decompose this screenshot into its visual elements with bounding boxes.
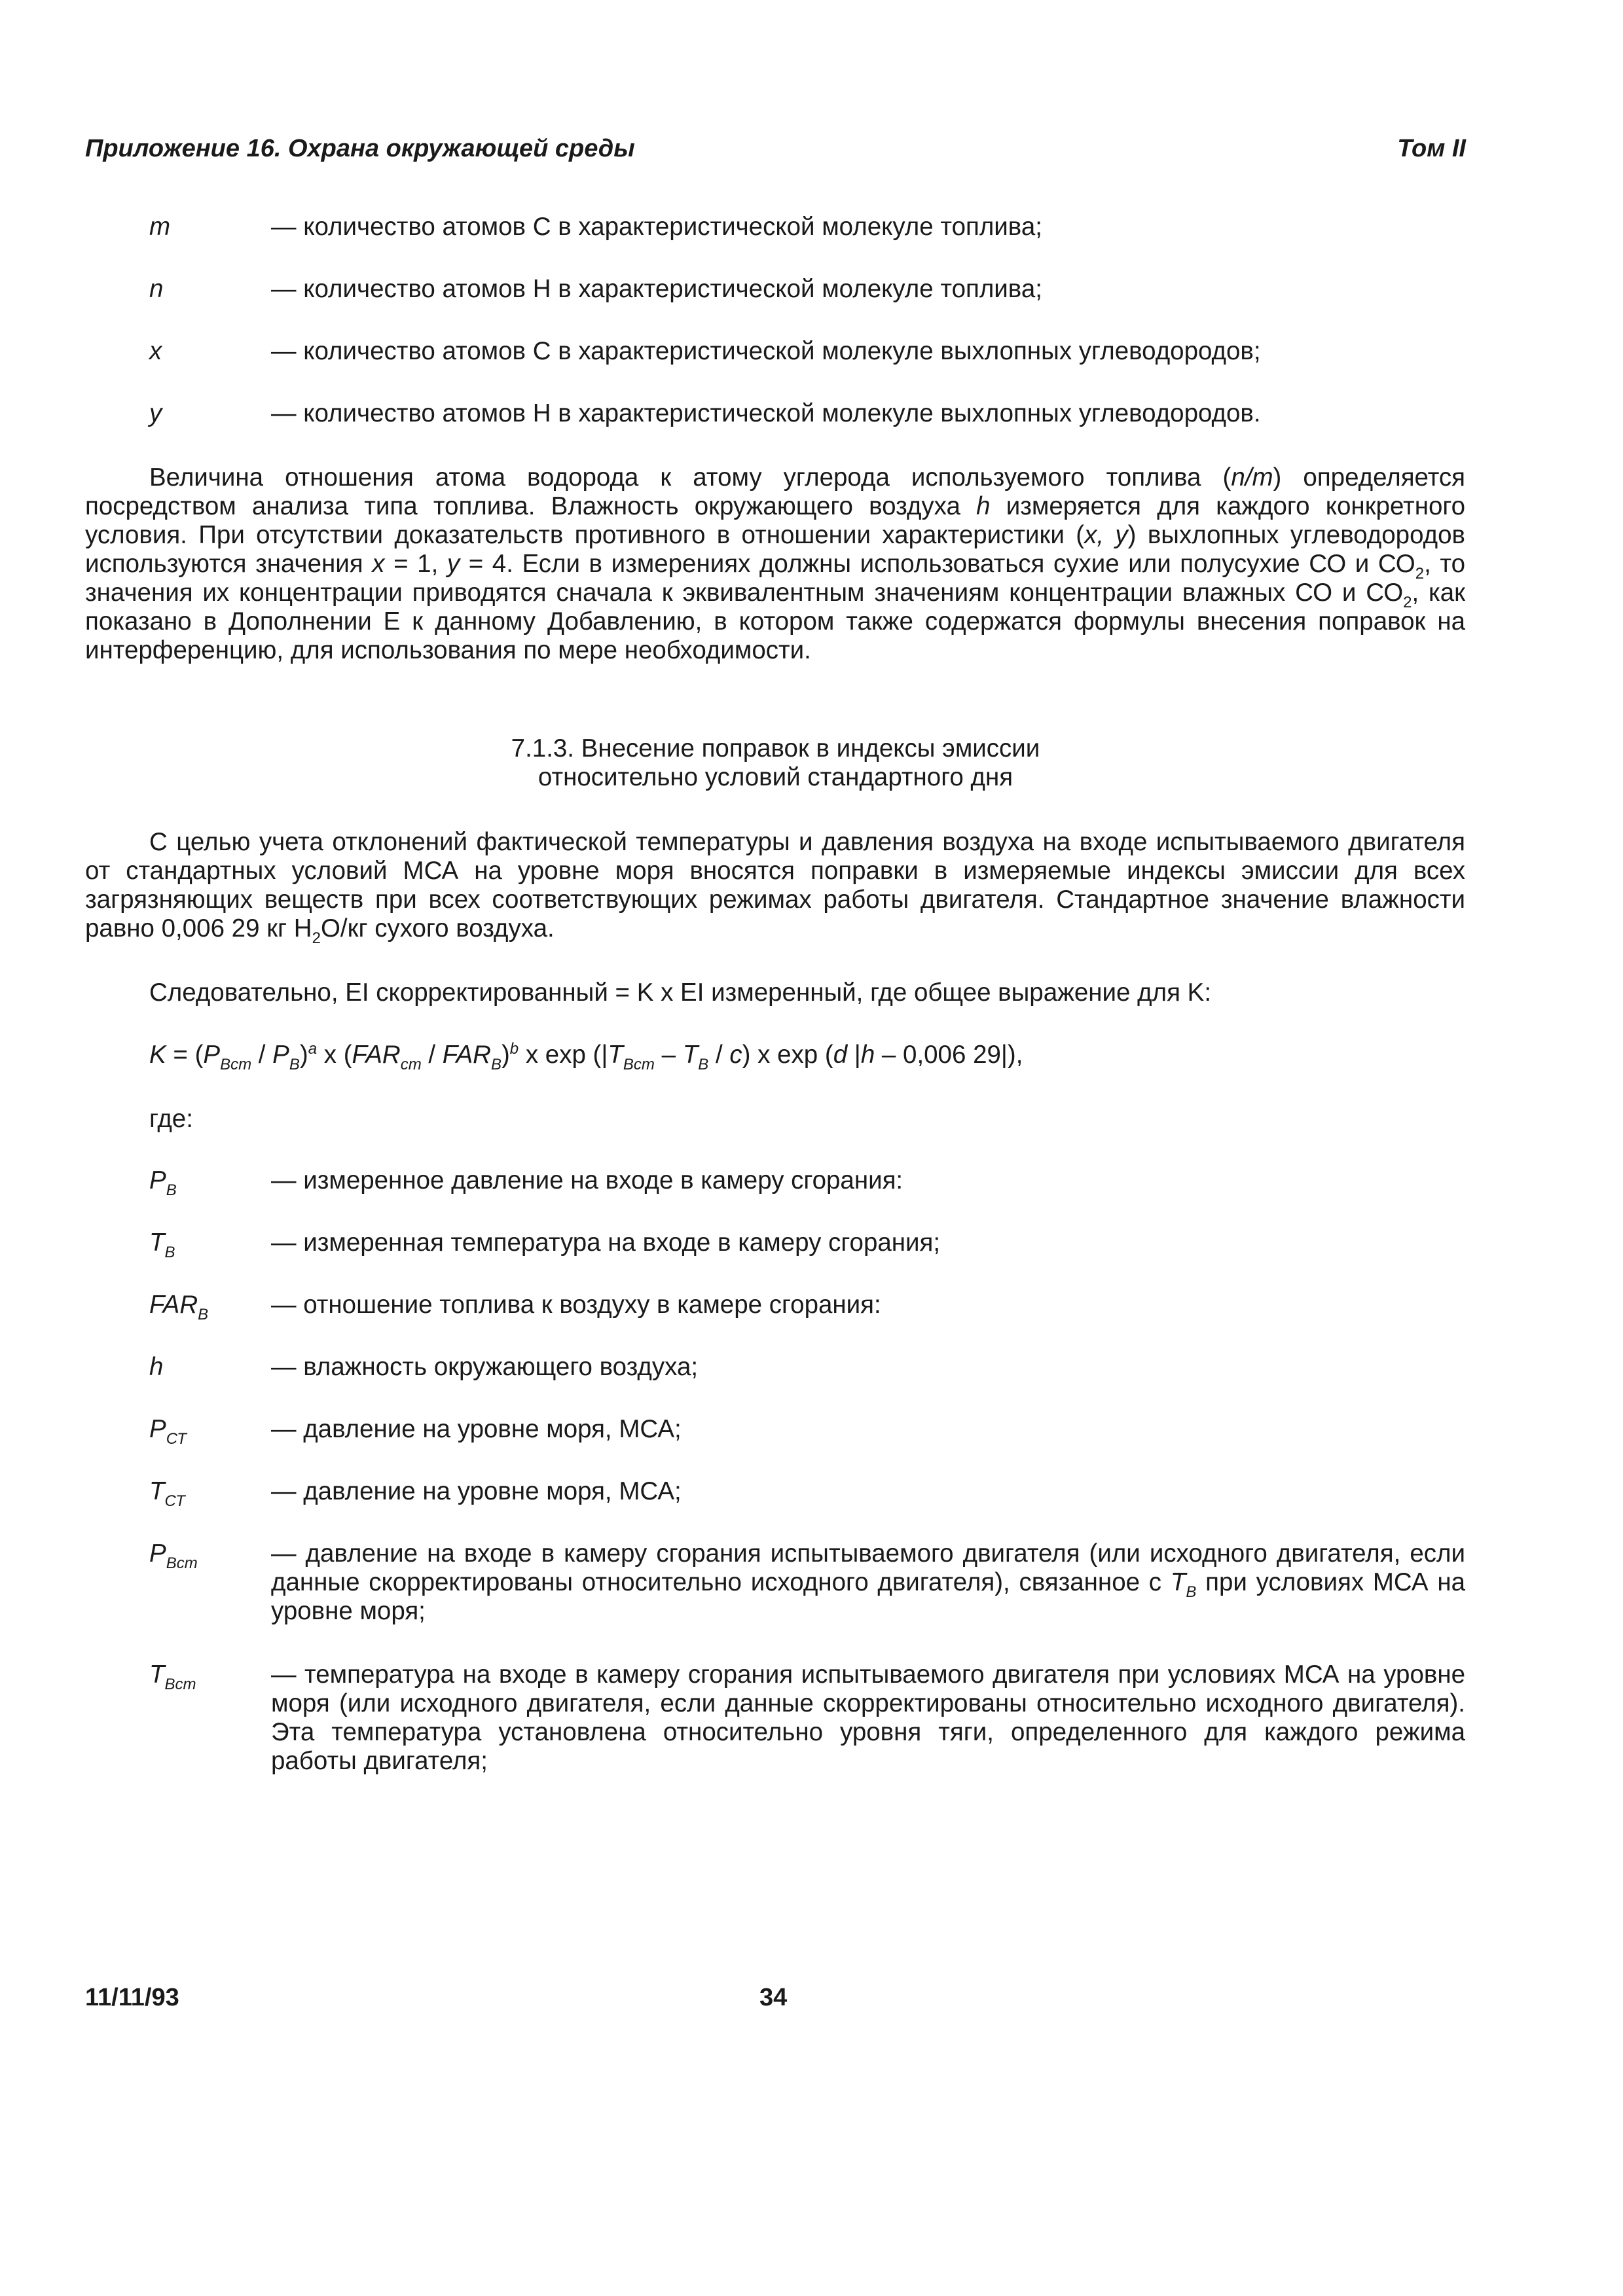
definition-text: — количество атомов Н в характеристической молекуле выхлопных углеводородов.: [271, 399, 1261, 427]
section-heading-line1: 7.1.3. Внесение поправок в индексы эмиссии: [511, 734, 1040, 762]
definition-text: — измеренная температура на входе в камеру сгорания;: [271, 1229, 941, 1257]
paragraph-standard-day-corrections: С целью учета отклонений фактической температуры и давления воздуха на входе испытываемого двигателя от стандартных условий МСА на уровне моря вносятся поправки в измеряемые индексы эмиссии для всех загрязняющих веществ при всех соответствующих режимах работы двигателя. Стандартное значение влажности равно 0,006 29 кг $Н_2О/кг$ сухого воздуха.: [85, 828, 1465, 947]
definition-text: — давление на уровне моря, МСА;: [271, 1477, 682, 1505]
definition-text: — количество атомов Н в характеристической молекуле топлива;: [271, 275, 1042, 303]
definition-text: — количество атомов С в характеристической молекуле выхлопных углеводородов;: [271, 337, 1261, 365]
k-formula: $K = (P_{Вст} / P_В)^a$ x $(FAR_{ст} / FAR_В)^b$ x $\exp (|T_{Вст} - T_В / c)$ x exp (d |h – 0,006 29|),: [149, 1040, 1023, 1073]
definition-text: — давление на входе в камеру сгорания испытываемого двигателя (или исходного двигателя, если данные скорректированы относительно исходного двигателя), связанное с $T_В$ при условиях МСА на уровне моря;: [271, 1539, 1466, 1625]
definition-symbol: $T_{СТ}$: [149, 1477, 185, 1510]
definition-symbol: y: [149, 399, 162, 427]
definition-symbol: $P_В$: [149, 1166, 177, 1199]
definition-symbol: $T_В$: [149, 1229, 175, 1261]
running-header-volume: Том II: [1397, 135, 1466, 162]
section-heading: [0, 734, 1551, 792]
definition-text: — давление на уровне моря, МСА;: [271, 1415, 682, 1443]
paragraph-hc-ratio: Величина отношения атома водорода к атому углерода используемого топлива (n/m) определяется посредством анализа типа топлива. Влажность окружающего воздуха h измеряется для каждого конкретного условия. При отсутствии доказательств противного в отношении характеристики (x, y) выхлопных углеводородов используются значения x = 1, y = 4. Если в измерениях должны использоваться сухие или полусухие СО и $СО_2$, то значения их концентрации приводятся сначала к эквивалентным значениям концентрации влажных СО и $СО_2$, как показано в Дополнении Е к данному Добавлению, в котором также содержатся формулы внесения поправок на интерференцию, для использования по мере необходимости.: [85, 463, 1466, 664]
definition-text: — температура на входе в камеру сгорания испытываемого двигателя при условиях МСА на уровне моря (или исходного двигателя, если данные скорректированы относительно исходного двигателя). Эта температура установлена относительно уровня тяги, определенного для каждого режима работы двигателя;: [271, 1660, 1465, 1775]
definition-symbol: x: [149, 337, 162, 365]
where-label: где:: [149, 1105, 193, 1133]
paragraph-ei-corrected: Следовательно, EI скорректированный = K x EI измеренный, где общее выражение для K:: [149, 978, 1212, 1007]
definition-symbol: $P_{СТ}$: [149, 1415, 187, 1448]
definition-symbol: m: [149, 213, 171, 241]
running-header-title: Приложение 16. Охрана окружающей среды: [85, 135, 635, 162]
footer-date: 11/11/93: [85, 1984, 179, 2011]
definition-text: — измеренное давление на входе в камеру сгорания:: [271, 1166, 903, 1194]
definition-symbol: h: [149, 1353, 164, 1381]
definition-symbol: n: [149, 275, 164, 303]
definition-symbol: $FAR_В$: [149, 1291, 209, 1323]
definition-text: — отношение топлива к воздуху в камере сгорания:: [271, 1291, 881, 1319]
definition-symbol: $P_{Вст}$: [149, 1539, 198, 1572]
section-heading-line2: относительно условий стандартного дня: [538, 763, 1013, 791]
page-number: 34: [759, 1984, 788, 2011]
definition-text: — влажность окружающего воздуха;: [271, 1353, 699, 1381]
definition-symbol: $T_{Вст}$: [149, 1660, 196, 1693]
definition-text: — количество атомов С в характеристической молекуле топлива;: [271, 213, 1042, 241]
